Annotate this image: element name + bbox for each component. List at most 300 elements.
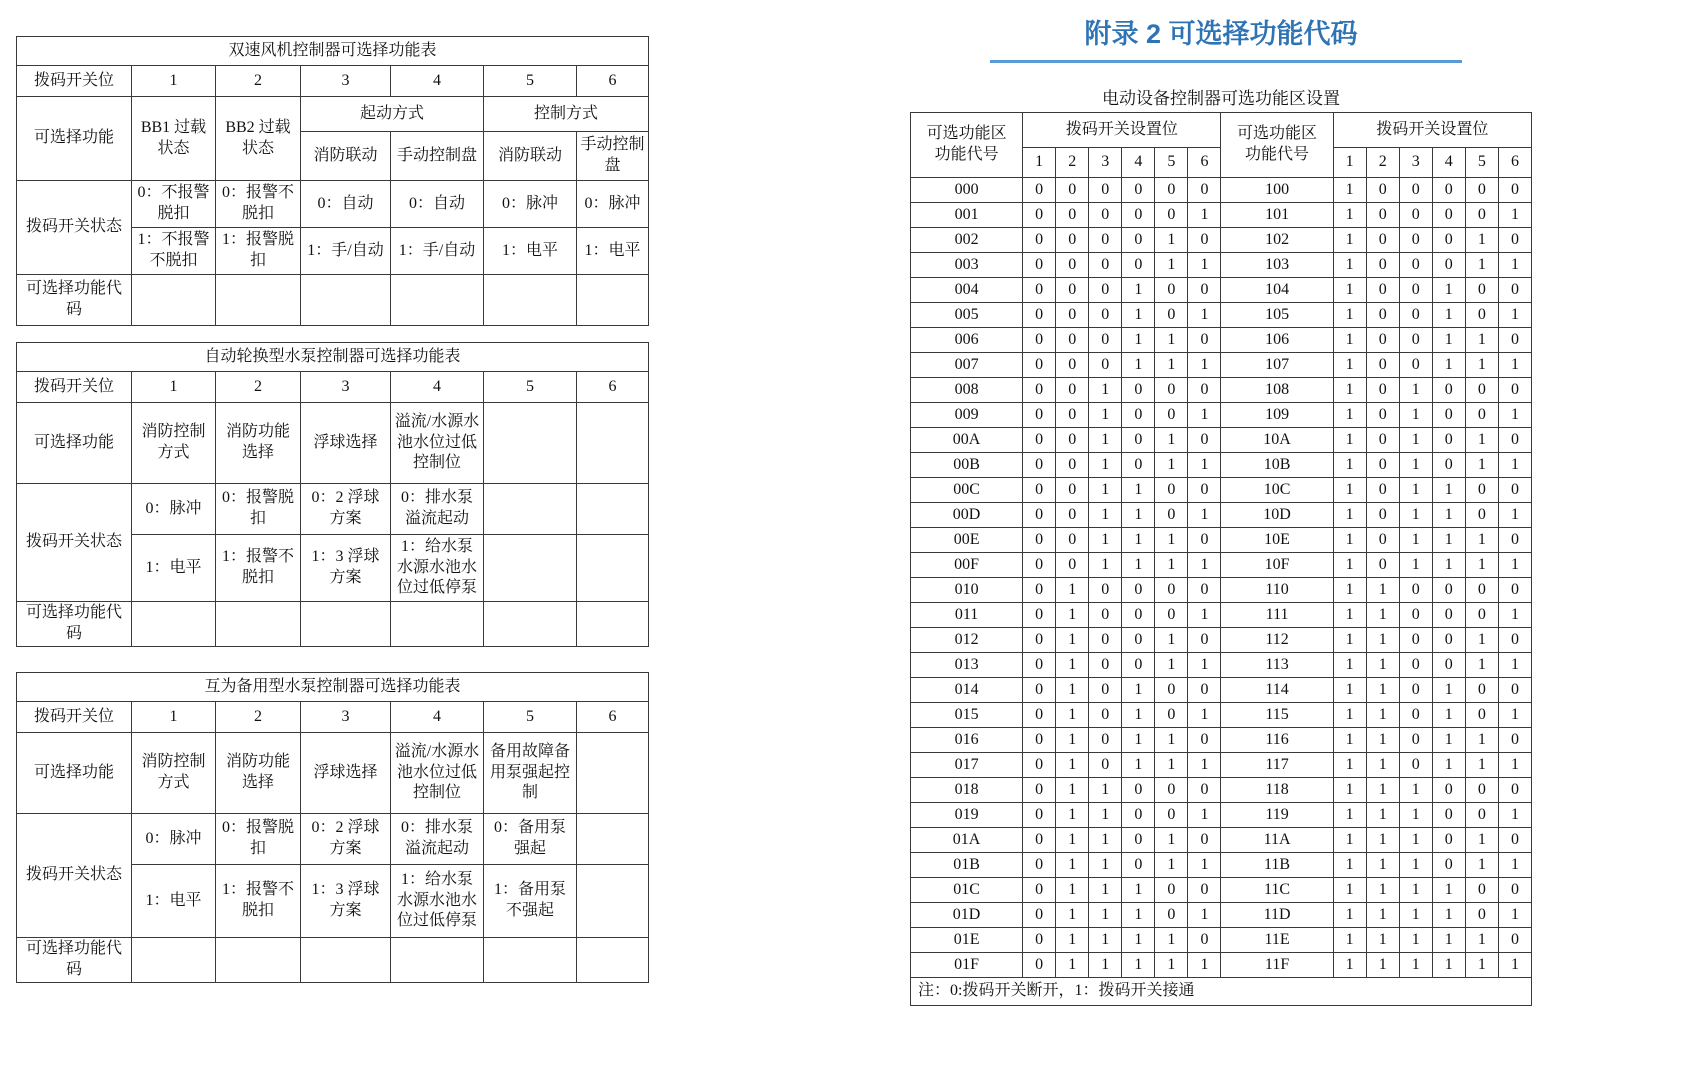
switch-bit-cell: 1 xyxy=(1056,578,1089,603)
function-code-cell: 008 xyxy=(911,378,1023,403)
function-code-cell: 007 xyxy=(911,353,1023,378)
switch-bit-cell: 1 xyxy=(1432,903,1465,928)
switch-bit-cell: 1 xyxy=(1366,928,1399,953)
switch-bit-cell: 0 xyxy=(1056,403,1089,428)
switch-bit-cell: 1 xyxy=(1122,903,1155,928)
function-code-cell: 103 xyxy=(1221,253,1333,278)
switch-bit-cell: 0 xyxy=(1465,678,1498,703)
switch-bit-cell: 1 xyxy=(1465,453,1498,478)
switch-bit-cell: 0 xyxy=(1399,203,1432,228)
switch-bit-cell: 1 xyxy=(1089,928,1122,953)
switch-bit-cell: 1 xyxy=(1498,403,1531,428)
switch-bit-cell: 1 xyxy=(1155,528,1188,553)
switch-bit-cell: 0 xyxy=(1188,578,1221,603)
code-row xyxy=(911,553,1532,578)
code-row xyxy=(911,328,1532,353)
empty-cell xyxy=(577,938,649,983)
row-label-switch-position: 拨码开关位 xyxy=(17,66,132,97)
function-code-cell: 00E xyxy=(911,528,1023,553)
switch-bit-cell: 0 xyxy=(1498,378,1531,403)
function-cell: 消防功能选择 xyxy=(216,403,301,484)
code-row xyxy=(911,378,1532,403)
switch-bit-cell: 1 xyxy=(1498,953,1531,978)
switch-bit-cell: 0 xyxy=(1089,628,1122,653)
row-label-switch-state: 拨码开关状态 xyxy=(17,814,132,938)
row-label-switch-state: 拨码开关状态 xyxy=(17,181,132,275)
switch-bit-cell: 0 xyxy=(1056,203,1089,228)
switch-bit-cell: 0 xyxy=(1155,778,1188,803)
switch-bit-cell: 1 xyxy=(1432,328,1465,353)
switch-bit-cell: 1 xyxy=(1056,753,1089,778)
switch-bit-cell: 0 xyxy=(1366,403,1399,428)
switch-bit-cell: 0 xyxy=(1465,803,1498,828)
switch-bit-cell: 1 xyxy=(1498,853,1531,878)
function-code-cell: 005 xyxy=(911,303,1023,328)
switch-bit-cell: 0 xyxy=(1188,678,1221,703)
state-0-cell: 0：报警脱扣 xyxy=(216,484,301,535)
function-cell: 浮球选择 xyxy=(301,733,391,814)
switch-bit-cell: 1 xyxy=(1333,903,1366,928)
function-code-cell: 013 xyxy=(911,653,1023,678)
switch-bit-cell: 1 xyxy=(1333,178,1366,203)
switch-bit-cell: 1 xyxy=(1333,603,1366,628)
switch-bit-cell: 1 xyxy=(1498,253,1531,278)
bit-position-header: 2 xyxy=(1056,148,1089,178)
switch-bit-cell: 0 xyxy=(1465,903,1498,928)
switch-bit-cell: 0 xyxy=(1122,653,1155,678)
code-row xyxy=(911,528,1532,553)
function-code-cell: 100 xyxy=(1221,178,1333,203)
switch-bit-cell: 0 xyxy=(1366,253,1399,278)
function-code-cell: 11F xyxy=(1221,953,1333,978)
table-note: 注：0:拨码开关断开，1：拨码开关接通 xyxy=(911,978,1532,1006)
switch-bit-cell: 0 xyxy=(1188,278,1221,303)
switch-bit-cell: 1 xyxy=(1089,403,1122,428)
switch-bit-cell: 0 xyxy=(1056,553,1089,578)
bit-position-header: 2 xyxy=(1366,148,1399,178)
switch-bit-cell: 1 xyxy=(1465,928,1498,953)
switch-bit-cell: 0 xyxy=(1155,603,1188,628)
switch-bit-cell: 0 xyxy=(1465,178,1498,203)
function-cell: 浮球选择 xyxy=(301,403,391,484)
code-row xyxy=(911,903,1532,928)
switch-bit-cell: 0 xyxy=(1056,428,1089,453)
code-row xyxy=(911,628,1532,653)
function-code-cell: 009 xyxy=(911,403,1023,428)
switch-bit-cell: 1 xyxy=(1155,353,1188,378)
switch-bit-cell: 0 xyxy=(1023,453,1056,478)
switch-bit-cell: 0 xyxy=(1498,778,1531,803)
state-0-cell: 0：脉冲 xyxy=(132,484,216,535)
switch-bit-cell: 0 xyxy=(1122,778,1155,803)
switch-bit-cell: 0 xyxy=(1023,253,1056,278)
function-code-cell: 11D xyxy=(1221,903,1333,928)
switch-bit-cell: 1 xyxy=(1122,503,1155,528)
switch-bit-cell: 0 xyxy=(1155,278,1188,303)
switch-bit-cell: 0 xyxy=(1366,178,1399,203)
switch-bit-cell: 1 xyxy=(1465,653,1498,678)
switch-bit-cell: 0 xyxy=(1432,228,1465,253)
switch-bit-cell: 1 xyxy=(1155,753,1188,778)
switch-bit-cell: 0 xyxy=(1155,478,1188,503)
switch-bit-cell: 1 xyxy=(1333,778,1366,803)
switch-bit-cell: 0 xyxy=(1089,253,1122,278)
switch-bit-cell: 0 xyxy=(1023,853,1056,878)
switch-bit-cell: 1 xyxy=(1333,278,1366,303)
switch-position: 2 xyxy=(216,66,301,97)
code-row xyxy=(911,478,1532,503)
empty-cell xyxy=(577,275,649,326)
switch-bit-cell: 0 xyxy=(1188,878,1221,903)
switch-bit-cell: 1 xyxy=(1465,353,1498,378)
switch-bit-cell: 1 xyxy=(1366,903,1399,928)
switch-bit-cell: 0 xyxy=(1188,328,1221,353)
function-code-cell: 019 xyxy=(911,803,1023,828)
code-row xyxy=(911,178,1532,203)
switch-bit-cell: 1 xyxy=(1465,628,1498,653)
switch-bit-cell: 1 xyxy=(1056,853,1089,878)
switch-bit-cell: 0 xyxy=(1366,378,1399,403)
switch-bit-cell: 1 xyxy=(1333,728,1366,753)
switch-bit-cell: 0 xyxy=(1366,353,1399,378)
switch-bit-cell: 1 xyxy=(1056,878,1089,903)
switch-bit-cell: 1 xyxy=(1155,428,1188,453)
switch-bit-cell: 0 xyxy=(1122,378,1155,403)
switch-bit-cell: 0 xyxy=(1155,303,1188,328)
switch-bit-cell: 1 xyxy=(1333,503,1366,528)
row-label-function-code: 可选择功能代码 xyxy=(17,938,132,983)
switch-bit-cell: 0 xyxy=(1432,178,1465,203)
function-code-cell: 01F xyxy=(911,953,1023,978)
switch-bit-cell: 0 xyxy=(1366,303,1399,328)
switch-bit-cell: 0 xyxy=(1023,303,1056,328)
switch-bit-cell: 1 xyxy=(1366,778,1399,803)
switch-bit-cell: 0 xyxy=(1023,953,1056,978)
switch-bit-cell: 1 xyxy=(1056,903,1089,928)
row-label-selectable-function: 可选择功能 xyxy=(17,403,132,484)
switch-bit-cell: 1 xyxy=(1122,878,1155,903)
switch-bit-cell: 1 xyxy=(1155,653,1188,678)
switch-bit-cell: 1 xyxy=(1333,578,1366,603)
switch-bit-cell: 0 xyxy=(1023,603,1056,628)
code-row xyxy=(911,703,1532,728)
switch-bit-cell: 1 xyxy=(1155,553,1188,578)
switch-bit-cell: 1 xyxy=(1056,728,1089,753)
switch-bit-cell: 0 xyxy=(1089,728,1122,753)
function-code-cell: 11C xyxy=(1221,878,1333,903)
switch-bit-cell: 0 xyxy=(1399,653,1432,678)
switch-bit-cell: 1 xyxy=(1399,553,1432,578)
switch-position: 6 xyxy=(577,702,649,733)
state-1-cell: 1：报警脱扣 xyxy=(216,228,301,275)
bit-position-header: 6 xyxy=(1498,148,1531,178)
column-header-line2: 功能代号 xyxy=(1245,146,1310,163)
switch-bit-cell: 0 xyxy=(1498,678,1531,703)
state-1-cell: 1：电平 xyxy=(484,228,577,275)
switch-position: 3 xyxy=(301,66,391,97)
row-label-switch-position: 拨码开关位 xyxy=(17,372,132,403)
switch-bit-cell: 1 xyxy=(1056,628,1089,653)
code-row xyxy=(911,728,1532,753)
switch-bit-cell: 1 xyxy=(1122,928,1155,953)
switch-bit-cell: 1 xyxy=(1498,653,1531,678)
switch-bit-cell: 1 xyxy=(1188,953,1221,978)
switch-bit-cell: 1 xyxy=(1122,528,1155,553)
switch-bit-cell: 1 xyxy=(1155,228,1188,253)
switch-bit-cell: 1 xyxy=(1333,253,1366,278)
switch-bit-cell: 1 xyxy=(1399,803,1432,828)
switch-bit-cell: 0 xyxy=(1366,203,1399,228)
switch-bit-cell: 1 xyxy=(1089,378,1122,403)
code-row xyxy=(911,278,1532,303)
switch-bit-cell: 1 xyxy=(1399,903,1432,928)
switch-bit-cell: 1 xyxy=(1089,778,1122,803)
switch-bit-cell: 0 xyxy=(1498,528,1531,553)
function-cell: 消防功能选择 xyxy=(216,733,301,814)
switch-bit-cell: 1 xyxy=(1465,953,1498,978)
switch-bit-cell: 1 xyxy=(1089,503,1122,528)
switch-bit-cell: 0 xyxy=(1155,378,1188,403)
switch-bit-cell: 1 xyxy=(1188,353,1221,378)
function-code-cell: 11B xyxy=(1221,853,1333,878)
empty-cell xyxy=(132,602,216,647)
switch-bit-cell: 0 xyxy=(1188,928,1221,953)
switch-bit-cell: 1 xyxy=(1333,378,1366,403)
switch-bit-cell: 1 xyxy=(1188,653,1221,678)
switch-bit-cell: 0 xyxy=(1023,503,1056,528)
function-code-cell: 01D xyxy=(911,903,1023,928)
function-code-cell: 01A xyxy=(911,828,1023,853)
switch-position: 6 xyxy=(577,66,649,97)
switch-bit-cell: 1 xyxy=(1089,428,1122,453)
switch-bit-cell: 0 xyxy=(1023,828,1056,853)
switch-bit-cell: 0 xyxy=(1399,578,1432,603)
fan-controller-function-table xyxy=(16,36,649,326)
switch-bit-cell: 1 xyxy=(1366,753,1399,778)
switch-bit-cell: 1 xyxy=(1498,553,1531,578)
function-group: 控制方式 xyxy=(484,97,649,132)
switch-bit-cell: 0 xyxy=(1498,628,1531,653)
switch-bit-cell: 0 xyxy=(1465,703,1498,728)
switch-bit-cell: 0 xyxy=(1188,178,1221,203)
switch-bit-cell: 0 xyxy=(1023,428,1056,453)
switch-bit-cell: 0 xyxy=(1465,278,1498,303)
switch-bit-cell: 0 xyxy=(1023,353,1056,378)
function-code-cell: 011 xyxy=(911,603,1023,628)
switch-bit-cell: 1 xyxy=(1399,928,1432,953)
switch-bit-cell: 0 xyxy=(1399,303,1432,328)
state-1-cell: 1：3 浮球方案 xyxy=(301,535,391,602)
switch-bit-cell: 0 xyxy=(1432,403,1465,428)
switch-bit-cell: 0 xyxy=(1465,403,1498,428)
switch-bit-cell: 1 xyxy=(1333,428,1366,453)
switch-bit-cell: 1 xyxy=(1188,253,1221,278)
switch-bit-cell: 1 xyxy=(1089,903,1122,928)
switch-bit-cell: 1 xyxy=(1089,528,1122,553)
function-cell: BB1 过载状态 xyxy=(132,97,216,181)
switch-bit-cell: 0 xyxy=(1023,478,1056,503)
switch-bit-cell: 0 xyxy=(1188,478,1221,503)
state-0-cell: 0：自动 xyxy=(301,181,391,228)
switch-bit-cell: 1 xyxy=(1333,928,1366,953)
bit-position-header: 3 xyxy=(1089,148,1122,178)
switch-bit-cell: 0 xyxy=(1399,228,1432,253)
column-header-function-code xyxy=(1221,113,1333,178)
state-0-cell: 0：自动 xyxy=(391,181,484,228)
switch-bit-cell: 0 xyxy=(1089,178,1122,203)
switch-bit-cell: 0 xyxy=(1498,578,1531,603)
function-code-cell: 115 xyxy=(1221,703,1333,728)
code-row xyxy=(911,428,1532,453)
switch-bit-cell: 1 xyxy=(1122,728,1155,753)
switch-bit-cell: 0 xyxy=(1089,328,1122,353)
state-0-cell: 0：2 浮球方案 xyxy=(301,814,391,865)
switch-bit-cell: 0 xyxy=(1023,778,1056,803)
switch-bit-cell: 0 xyxy=(1122,228,1155,253)
switch-bit-cell: 0 xyxy=(1155,878,1188,903)
function-code-cell: 017 xyxy=(911,753,1023,778)
switch-bit-cell: 1 xyxy=(1366,953,1399,978)
state-0-cell: 0：报警脱扣 xyxy=(216,814,301,865)
switch-bit-cell: 0 xyxy=(1122,178,1155,203)
switch-bit-cell: 0 xyxy=(1122,603,1155,628)
switch-bit-cell: 0 xyxy=(1399,628,1432,653)
code-row xyxy=(911,878,1532,903)
switch-bit-cell: 0 xyxy=(1432,203,1465,228)
function-code-cell: 014 xyxy=(911,678,1023,703)
switch-bit-cell: 1 xyxy=(1056,678,1089,703)
switch-bit-cell: 1 xyxy=(1155,253,1188,278)
switch-bit-cell: 1 xyxy=(1432,528,1465,553)
function-code-cell: 108 xyxy=(1221,378,1333,403)
switch-position: 5 xyxy=(484,702,577,733)
switch-bit-cell: 1 xyxy=(1333,353,1366,378)
switch-bit-cell: 0 xyxy=(1155,178,1188,203)
code-row xyxy=(911,953,1532,978)
switch-bit-cell: 0 xyxy=(1399,603,1432,628)
rotation-pump-controller-function-table xyxy=(16,342,649,647)
function-code-cell: 000 xyxy=(911,178,1023,203)
switch-bit-cell: 0 xyxy=(1155,803,1188,828)
function-code-cell: 112 xyxy=(1221,628,1333,653)
switch-bit-cell: 0 xyxy=(1399,728,1432,753)
state-0-cell: 0：备用泵强起 xyxy=(484,814,577,865)
switch-position: 4 xyxy=(391,702,484,733)
state-1-cell: 1：给水泵水源水池水位过低停泵 xyxy=(391,865,484,938)
switch-bit-cell: 1 xyxy=(1432,728,1465,753)
switch-bit-cell: 1 xyxy=(1122,703,1155,728)
state-1-cell: 1：电平 xyxy=(577,228,649,275)
empty-cell xyxy=(132,275,216,326)
switch-bit-cell: 0 xyxy=(1399,178,1432,203)
switch-bit-cell: 0 xyxy=(1399,753,1432,778)
appendix-title: 附录 2 可选择功能代码 xyxy=(1084,19,1358,49)
switch-bit-cell: 1 xyxy=(1432,303,1465,328)
switch-bit-cell: 1 xyxy=(1498,303,1531,328)
switch-bit-cell: 0 xyxy=(1188,628,1221,653)
empty-cell xyxy=(216,938,301,983)
switch-bit-cell: 0 xyxy=(1089,303,1122,328)
state-1-cell: 1：不报警不脱扣 xyxy=(132,228,216,275)
switch-bit-cell: 0 xyxy=(1023,553,1056,578)
function-cell: 溢流/水源水池水位过低控制位 xyxy=(391,403,484,484)
state-1-cell: 1：电平 xyxy=(132,535,216,602)
switch-bit-cell: 1 xyxy=(1155,628,1188,653)
function-cell: 溢流/水源水池水位过低控制位 xyxy=(391,733,484,814)
empty-cell xyxy=(391,602,484,647)
state-1-cell: 1：3 浮球方案 xyxy=(301,865,391,938)
switch-bit-cell: 0 xyxy=(1056,528,1089,553)
column-header-line2: 功能代号 xyxy=(934,146,999,163)
switch-bit-cell: 0 xyxy=(1023,678,1056,703)
function-code-cell: 109 xyxy=(1221,403,1333,428)
code-row xyxy=(911,653,1532,678)
appendix-table-body xyxy=(911,178,1532,978)
switch-bit-cell: 1 xyxy=(1366,853,1399,878)
switch-bit-cell: 0 xyxy=(1188,528,1221,553)
empty-cell xyxy=(577,484,649,535)
switch-bit-cell: 0 xyxy=(1465,203,1498,228)
switch-bit-cell: 1 xyxy=(1366,703,1399,728)
switch-bit-cell: 1 xyxy=(1498,703,1531,728)
switch-bit-cell: 1 xyxy=(1399,853,1432,878)
code-row xyxy=(911,678,1532,703)
switch-bit-cell: 0 xyxy=(1023,703,1056,728)
bit-position-header: 4 xyxy=(1122,148,1155,178)
switch-bit-cell: 0 xyxy=(1023,378,1056,403)
switch-bit-cell: 0 xyxy=(1056,278,1089,303)
switch-bit-cell: 0 xyxy=(1366,503,1399,528)
switch-bit-cell: 0 xyxy=(1432,653,1465,678)
switch-bit-cell: 1 xyxy=(1122,278,1155,303)
switch-bit-cell: 1 xyxy=(1399,503,1432,528)
empty-cell xyxy=(577,403,649,484)
switch-bit-cell: 1 xyxy=(1366,803,1399,828)
code-row xyxy=(911,453,1532,478)
switch-bit-cell: 1 xyxy=(1122,953,1155,978)
code-row xyxy=(911,203,1532,228)
switch-bit-cell: 1 xyxy=(1188,553,1221,578)
function-cell: 消防控制方式 xyxy=(132,403,216,484)
switch-bit-cell: 0 xyxy=(1155,203,1188,228)
function-code-cell: 015 xyxy=(911,703,1023,728)
function-code-cell: 01B xyxy=(911,853,1023,878)
function-code-cell: 116 xyxy=(1221,728,1333,753)
switch-bit-cell: 1 xyxy=(1432,703,1465,728)
code-row xyxy=(911,353,1532,378)
bit-position-header: 3 xyxy=(1399,148,1432,178)
function-cell: 手动控制盘 xyxy=(577,132,649,181)
function-code-cell: 11A xyxy=(1221,828,1333,853)
code-row xyxy=(911,578,1532,603)
switch-bit-cell: 1 xyxy=(1432,503,1465,528)
switch-bit-cell: 0 xyxy=(1122,403,1155,428)
switch-bit-cell: 0 xyxy=(1122,853,1155,878)
switch-bit-cell: 0 xyxy=(1498,728,1531,753)
switch-bit-cell: 0 xyxy=(1399,678,1432,703)
column-header-switch-bits: 拨码开关设置位 xyxy=(1023,113,1221,148)
switch-bit-cell: 0 xyxy=(1155,903,1188,928)
switch-bit-cell: 1 xyxy=(1432,753,1465,778)
row-label-switch-state: 拨码开关状态 xyxy=(17,484,132,602)
state-1-cell: 1：报警不脱扣 xyxy=(216,865,301,938)
switch-bit-cell: 0 xyxy=(1023,203,1056,228)
empty-cell xyxy=(577,814,649,865)
switch-bit-cell: 1 xyxy=(1366,653,1399,678)
switch-bit-cell: 0 xyxy=(1122,578,1155,603)
switch-bit-cell: 0 xyxy=(1023,878,1056,903)
switch-bit-cell: 1 xyxy=(1432,928,1465,953)
